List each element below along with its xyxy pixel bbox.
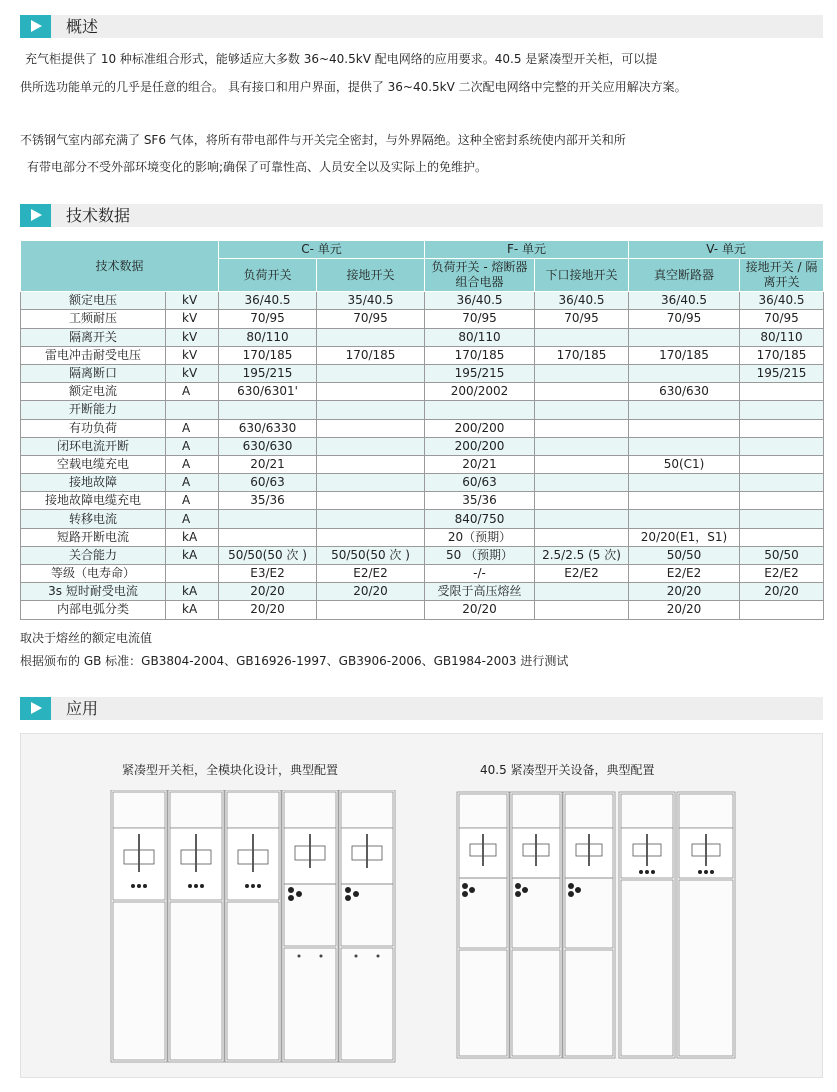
table-cell <box>535 601 629 619</box>
table-cell: 36/40.5 <box>219 292 317 310</box>
table-cell: 60/63 <box>219 474 317 492</box>
table-cell: 170/185 <box>425 346 535 364</box>
table-cell: 195/215 <box>425 364 535 382</box>
cabinet <box>619 792 675 1058</box>
row-unit: kV <box>166 364 219 382</box>
column-header: 接地开关 / 隔离开关 <box>740 259 824 292</box>
row-unit: kA <box>166 528 219 546</box>
row-unit: A <box>166 437 219 455</box>
table-cell <box>629 364 740 382</box>
overview-paragraph-1-line-1: 充气柜提供了 10 种标准组合形式，能够适应大多数 36~40.5kV 配电网络的应用要求。40.5 是紧凑型开关柜，可以提 <box>25 52 658 66</box>
table-cell: 170/185 <box>219 346 317 364</box>
row-unit: A <box>166 492 219 510</box>
table-row <box>21 565 824 583</box>
table-cell: 840/750 <box>425 510 535 528</box>
play-arrow-icon <box>20 697 51 720</box>
table-cell <box>317 601 425 619</box>
row-unit: kA <box>166 583 219 601</box>
table-cell <box>629 401 740 419</box>
table-cell <box>535 383 629 401</box>
table-cell: 80/110 <box>219 328 317 346</box>
table-cell <box>535 510 629 528</box>
table-cell <box>317 328 425 346</box>
row-label: 隔离断口 <box>21 364 166 382</box>
table-cell <box>317 419 425 437</box>
row-unit: A <box>166 383 219 401</box>
row-unit: A <box>166 455 219 473</box>
table-cell <box>629 492 740 510</box>
table-cell: E3/E2 <box>219 565 317 583</box>
row-unit: kV <box>166 346 219 364</box>
table-row <box>21 401 824 419</box>
table-cell: 50/50(50 次 ) <box>219 546 317 564</box>
table-cell <box>535 455 629 473</box>
table-cell <box>535 364 629 382</box>
table-cell: 200/2002 <box>425 383 535 401</box>
table-cell: E2/E2 <box>740 565 824 583</box>
table-cell <box>219 528 317 546</box>
table-cell: 36/40.5 <box>740 292 824 310</box>
column-header: 真空断路器 <box>629 259 740 292</box>
table-row <box>21 310 824 328</box>
table-cell: 20/20 <box>629 583 740 601</box>
table-cell: 20/20 <box>219 601 317 619</box>
row-unit: A <box>166 419 219 437</box>
table-cell: 70/95 <box>629 310 740 328</box>
row-unit: A <box>166 510 219 528</box>
table-cell <box>740 528 824 546</box>
table-cell <box>219 401 317 419</box>
left-switchgear-drawing <box>110 790 402 1065</box>
table-cell: 20/20 <box>425 601 535 619</box>
row-unit: kV <box>166 328 219 346</box>
table-row <box>21 364 824 382</box>
play-arrow-icon <box>20 15 51 38</box>
row-label: 内部电弧分类 <box>21 601 166 619</box>
row-unit: kA <box>166 601 219 619</box>
row-label: 开断能力 <box>21 401 166 419</box>
table-cell: 195/215 <box>740 364 824 382</box>
table-row <box>21 383 824 401</box>
overview-paragraph-2-line-2: 有带电部分不受外部环境变化的影响;确保了可靠性高、人员安全以及实际上的免维护。 <box>27 160 488 174</box>
right-configuration-caption: 40.5 紧凑型开关设备，典型配置 <box>480 763 655 777</box>
tech-heading: 技术数据 <box>66 206 131 225</box>
table-cell: 60/63 <box>425 474 535 492</box>
table-row <box>21 474 824 492</box>
cabinet <box>677 792 735 1058</box>
table-cell <box>535 401 629 419</box>
table-cell <box>740 455 824 473</box>
table-cell <box>629 419 740 437</box>
table-cell: E2/E2 <box>317 565 425 583</box>
table-cell <box>740 383 824 401</box>
table-cell: 630/630 <box>219 437 317 455</box>
table-row <box>21 492 824 510</box>
row-label: 雷电冲击耐受电压 <box>21 346 166 364</box>
table-cell: 200/200 <box>425 437 535 455</box>
table-footnote-1: 取决于熔丝的额定电流值 <box>20 631 153 645</box>
table-cell: E2/E2 <box>629 565 740 583</box>
row-label: 转移电流 <box>21 510 166 528</box>
row-label: 关合能力 <box>21 546 166 564</box>
table-cell <box>317 401 425 419</box>
table-cell <box>317 474 425 492</box>
table-cell: 35/36 <box>425 492 535 510</box>
table-cell <box>740 474 824 492</box>
tech-section-header <box>20 204 823 227</box>
table-cell <box>219 510 317 528</box>
table-cell <box>317 364 425 382</box>
group-header-f-unit: F- 单元 <box>425 241 629 259</box>
table-cell: 70/95 <box>219 310 317 328</box>
left-configuration-caption: 紧凑型开关柜，全模块化设计，典型配置 <box>122 763 339 777</box>
table-row <box>21 328 824 346</box>
table-row <box>21 419 824 437</box>
table-cell <box>317 455 425 473</box>
table-cell <box>535 328 629 346</box>
overview-section-header <box>20 15 823 38</box>
table-cell <box>629 437 740 455</box>
table-cell <box>740 437 824 455</box>
tech-data-table <box>20 240 824 620</box>
table-row <box>21 601 824 619</box>
table-cell: 20/20(E1，S1) <box>629 528 740 546</box>
table-cell <box>629 510 740 528</box>
right-switchgear-drawing <box>456 790 738 1060</box>
table-cell <box>535 528 629 546</box>
overview-heading: 概述 <box>66 17 99 36</box>
table-cell: 630/6330 <box>219 419 317 437</box>
group-header-c-unit: C- 单元 <box>219 241 425 259</box>
table-cell <box>535 474 629 492</box>
row-label: 隔离开关 <box>21 328 166 346</box>
table-cell: 50/50 <box>629 546 740 564</box>
table-cell: 受限于高压熔丝 <box>425 583 535 601</box>
row-label: 额定电流 <box>21 383 166 401</box>
table-cell <box>740 401 824 419</box>
table-cell: 70/95 <box>535 310 629 328</box>
table-cell: 170/185 <box>317 346 425 364</box>
table-cell: 20/21 <box>219 455 317 473</box>
cabinet <box>168 790 224 1062</box>
table-cell: 50/50(50 次 ) <box>317 546 425 564</box>
row-unit: kA <box>166 546 219 564</box>
table-cell <box>629 328 740 346</box>
table-cell: 170/185 <box>535 346 629 364</box>
table-cell <box>629 474 740 492</box>
table-cell: 2.5/2.5 (5 次) <box>535 546 629 564</box>
table-row <box>21 437 824 455</box>
cabinet <box>563 792 615 1058</box>
table-cell: 170/185 <box>629 346 740 364</box>
table-cell: 80/110 <box>425 328 535 346</box>
table-row <box>21 583 824 601</box>
row-label: 工频耐压 <box>21 310 166 328</box>
table-row <box>21 546 824 564</box>
table-cell <box>317 510 425 528</box>
table-row <box>21 528 824 546</box>
application-illustration-panel <box>20 733 823 1078</box>
table-cell <box>740 419 824 437</box>
cabinet <box>282 790 338 1062</box>
row-label: 额定电压 <box>21 292 166 310</box>
application-section-header <box>20 697 823 720</box>
table-cell: 200/200 <box>425 419 535 437</box>
table-cell: 20（预期） <box>425 528 535 546</box>
row-label: 空载电缆充电 <box>21 455 166 473</box>
table-cell: 195/215 <box>219 364 317 382</box>
table-cell <box>317 492 425 510</box>
table-cell <box>740 510 824 528</box>
table-row <box>21 510 824 528</box>
column-header: 接地开关 <box>317 259 425 292</box>
table-cell: 36/40.5 <box>535 292 629 310</box>
table-cell: 50 （预期） <box>425 546 535 564</box>
cabinet <box>339 790 395 1062</box>
table-cell <box>535 583 629 601</box>
table-cell: 36/40.5 <box>629 292 740 310</box>
row-label: 等级（电寿命） <box>21 565 166 583</box>
table-cell: 20/20 <box>317 583 425 601</box>
column-header: 负荷开关 - 熔断器组合电器 <box>425 259 535 292</box>
table-cell <box>535 437 629 455</box>
table-cell: 20/20 <box>219 583 317 601</box>
table-cell: 50(C1) <box>629 455 740 473</box>
group-header-v-unit: V- 单元 <box>629 241 824 259</box>
table-cell: 630/6301' <box>219 383 317 401</box>
table-cell: E2/E2 <box>535 565 629 583</box>
table-cell: 70/95 <box>740 310 824 328</box>
cabinet <box>111 790 167 1062</box>
table-cell: 20/21 <box>425 455 535 473</box>
row-unit <box>166 401 219 419</box>
table-cell: 70/95 <box>425 310 535 328</box>
table-cell <box>317 528 425 546</box>
application-heading: 应用 <box>66 699 99 718</box>
table-cell <box>535 419 629 437</box>
table-row <box>21 292 824 310</box>
table-row <box>21 346 824 364</box>
row-unit <box>166 565 219 583</box>
overview-paragraph-1-line-2: 供所选功能单元的几乎是任意的组合。 具有接口和用户界面，提供了 36~40.5kV 二次配电网络中完整的开关应用解决方案。 <box>20 80 687 94</box>
cabinet <box>225 790 281 1062</box>
table-cell <box>740 601 824 619</box>
table-cell: -/- <box>425 565 535 583</box>
table-cell <box>535 492 629 510</box>
table-cell: 50/50 <box>740 546 824 564</box>
table-cell <box>317 383 425 401</box>
row-unit: kV <box>166 292 219 310</box>
row-label: 接地故障 <box>21 474 166 492</box>
row-label: 3s 短时耐受电流 <box>21 583 166 601</box>
table-cell <box>317 437 425 455</box>
cabinet <box>510 792 562 1058</box>
table-cell: 20/20 <box>740 583 824 601</box>
table-cell <box>425 401 535 419</box>
row-unit: A <box>166 474 219 492</box>
row-label: 有功负荷 <box>21 419 166 437</box>
table-cell: 20/20 <box>629 601 740 619</box>
table-corner-header: 技术数据 <box>21 241 219 292</box>
row-label: 短路开断电流 <box>21 528 166 546</box>
table-cell: 35/40.5 <box>317 292 425 310</box>
column-header: 负荷开关 <box>219 259 317 292</box>
cabinet <box>457 792 509 1058</box>
overview-paragraph-2-line-1: 不锈钢气室内部充满了 SF6 气体，将所有带电部件与开关完全密封，与外界隔绝。这种全密封系统使内部开关和所 <box>20 133 626 147</box>
table-cell: 35/36 <box>219 492 317 510</box>
table-cell: 70/95 <box>317 310 425 328</box>
table-cell: 170/185 <box>740 346 824 364</box>
row-label: 接地故障电缆充电 <box>21 492 166 510</box>
table-cell: 630/630 <box>629 383 740 401</box>
table-cell: 36/40.5 <box>425 292 535 310</box>
table-row <box>21 455 824 473</box>
table-cell <box>740 492 824 510</box>
row-label: 闭环电流开断 <box>21 437 166 455</box>
play-arrow-icon <box>20 204 51 227</box>
row-unit: kV <box>166 310 219 328</box>
column-header: 下口接地开关 <box>535 259 629 292</box>
table-cell: 80/110 <box>740 328 824 346</box>
table-footnote-2: 根据颁布的 GB 标准：GB3804-2004、GB16926-1997、GB3906-2006、GB1984-2003 进行测试 <box>20 654 569 668</box>
